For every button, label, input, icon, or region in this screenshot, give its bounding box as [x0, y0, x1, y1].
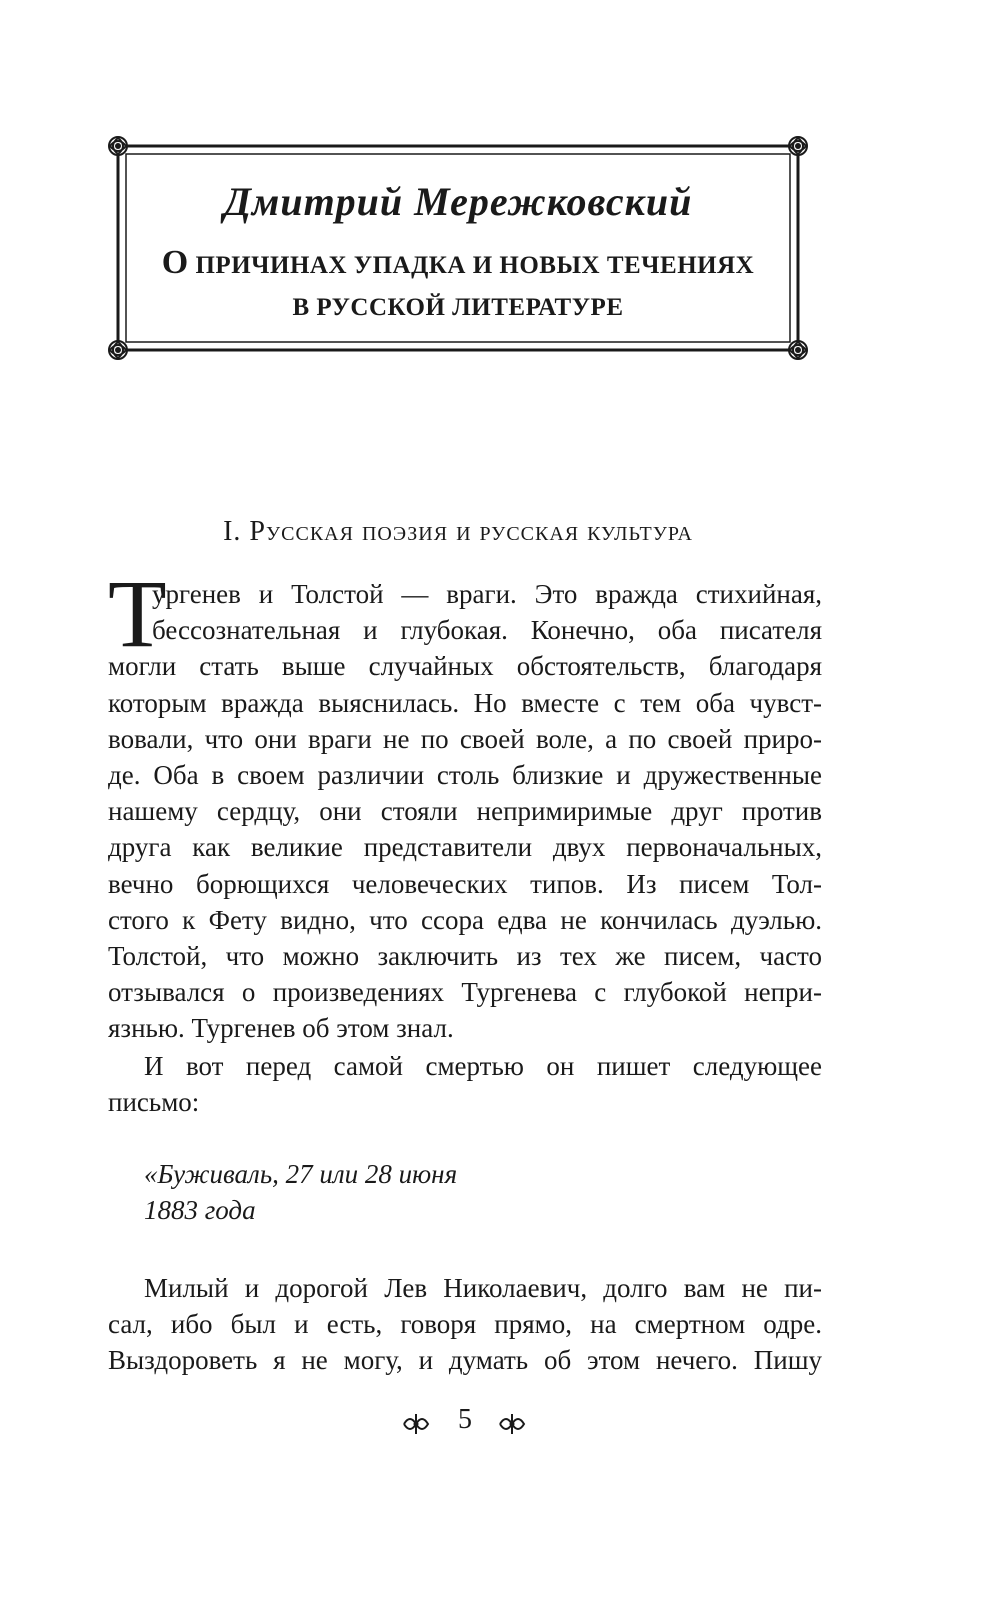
title-initial: О	[161, 244, 189, 281]
text-line: которым вражда выяснилась. Но вместе с тем оба чувст-	[108, 687, 822, 718]
text-line: ургенев и Толстой — враги. Это вражда стихийная,	[152, 579, 822, 609]
title-line-1	[108, 242, 808, 287]
text-line: отзывался о произведениях Тургенева с глубокой непри-	[108, 977, 822, 1008]
paragraph-3	[108, 1270, 822, 1379]
page-number: 5	[458, 1404, 472, 1435]
text-line: де. Оба в своем различии столь близкие и дружественные	[108, 759, 822, 790]
text-line: сал, ибо был и есть, говоря прямо, на смертном одре.	[108, 1309, 822, 1340]
text-line: вовали, что они враги не по своей воле, а по своей приро-	[108, 723, 822, 754]
dateline-place: «Буживаль, 27 или 28 июня	[144, 1159, 458, 1189]
title-line-1-text: ПРИЧИНАХ УПАДКА И НОВЫХ ТЕЧЕНИЯХ	[188, 252, 755, 279]
text-line: нашему сердцу, они стояли непримиримые друг против	[108, 796, 822, 827]
text-line: И вот перед самой смертью он пишет следующее	[144, 1051, 822, 1081]
text-line: письмо:	[108, 1087, 200, 1118]
section-heading: I. Русская поэзия и русская культура	[223, 516, 693, 547]
text-line: Толстой, что можно заключить из тех же писем, часто	[108, 940, 822, 971]
text-line: бессознательная и глубокая. Конечно, оба писателя	[152, 615, 822, 646]
book-title	[108, 242, 808, 329]
author-name: Дмитрий Мережковский	[223, 179, 693, 224]
dateline-year: 1883 года	[144, 1195, 256, 1226]
drop-cap: Т	[108, 560, 167, 667]
text-line: язнью. Тургенев об этом знал.	[108, 1013, 454, 1044]
text-line: друга как великие представители двух первоначальных,	[108, 832, 822, 863]
title-line-2: В РУССКОЙ ЛИТЕРАТУРЕ	[292, 294, 624, 321]
text-line: стого к Фету видно, что ссора едва не кончилась дуэлью.	[108, 904, 822, 935]
text-line: вечно борющихся человеческих типов. Из писем Тол-	[108, 868, 822, 899]
page-footer	[400, 1404, 530, 1444]
text-line: Милый и дорогой Лев Николаевич, долго вам не пи-	[144, 1273, 822, 1303]
text-line: Выздороветь я не могу, и думать об этом нечего. Пишу	[108, 1345, 822, 1376]
paragraph-2	[108, 1048, 822, 1120]
letter-dateline	[144, 1156, 457, 1228]
text-line: могли стать выше случайных обстоятельств, благодаря	[108, 651, 822, 682]
paragraph-1	[108, 560, 822, 1046]
fleuron-right-icon	[496, 1412, 530, 1436]
